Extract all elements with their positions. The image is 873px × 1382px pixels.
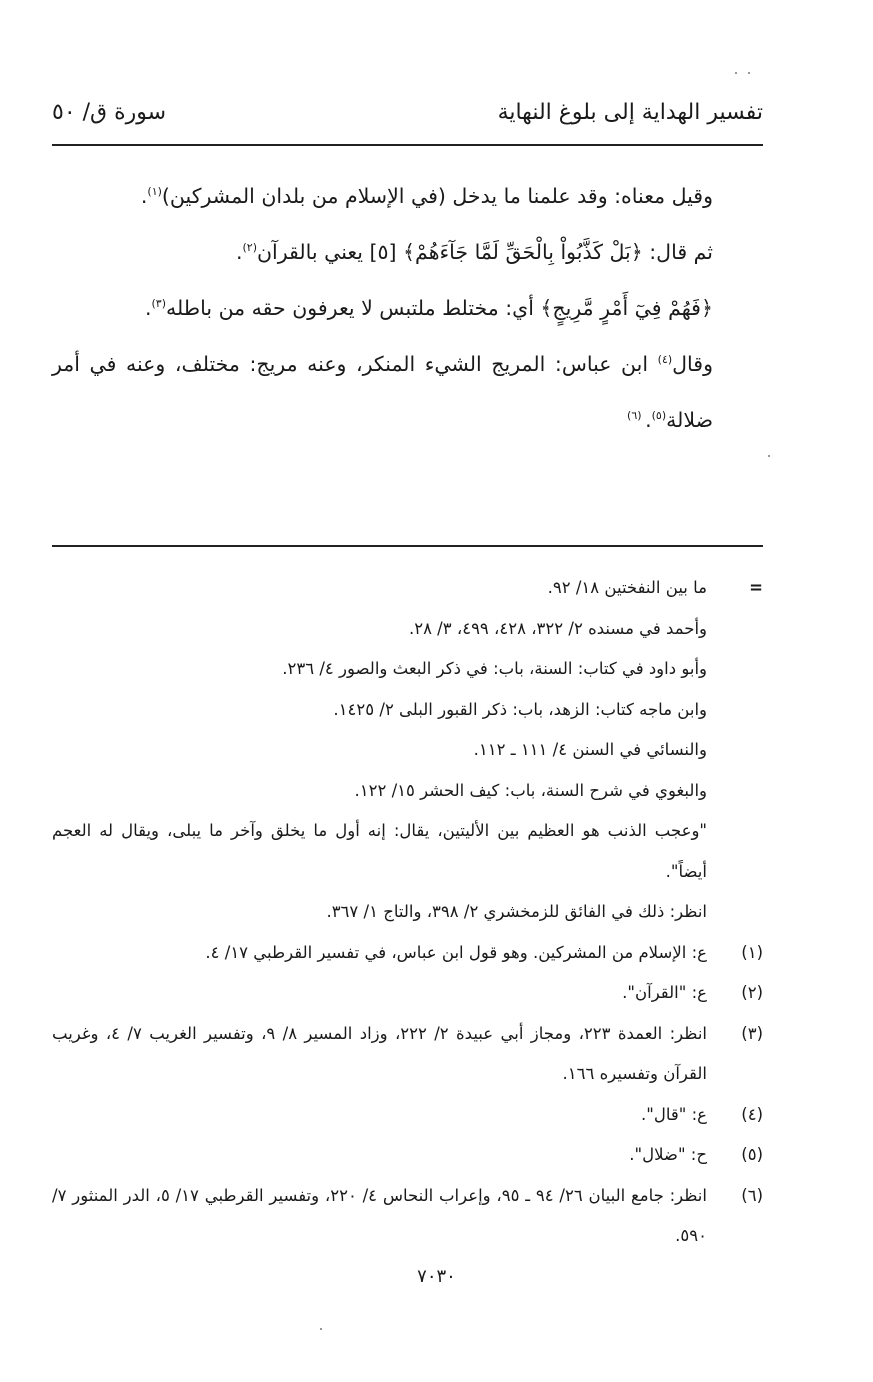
paragraph-text: ثم قال: ﴿بَلْ كَذَّبُواْ بِالْحَقِّ لَمَّا جَآءَهُمْ﴾ [٥] يعني بالقرآن <box>256 240 713 264</box>
footnote-number: (٢) <box>741 983 763 1002</box>
footnote-text: ع: الإسلام من المشركين. وهو قول ابن عباس، في تفسير القرطبي ١٧/ ٤. <box>205 942 707 962</box>
footnote-5 <box>52 1135 763 1176</box>
footnote-ref-3: (٣) <box>151 297 167 311</box>
main-paragraph-2 <box>52 224 763 280</box>
paragraph-end: . <box>140 184 148 208</box>
footnote-text: ع: "قال". <box>641 1104 707 1124</box>
footnote-text: ع: "القرآن". <box>622 983 707 1002</box>
paragraph-end: . <box>235 240 243 264</box>
footnote-3 <box>52 1014 763 1095</box>
scan-speck <box>320 1328 322 1330</box>
footnote-line: ما بين النفختين ١٨/ ٩٢. <box>547 578 707 597</box>
footnote-text: انظر: العمدة ٢٢٣، ومجاز أبي عبيدة ٢/ ٢٢٢، وزاد المسير ٨/ ٩، وتفسير الغريب ٧/ ٤، وغريب القرآن وتفسيره ١٦٦. <box>52 1023 707 1083</box>
footnote-line: انظر: ذلك في الفائق للزمخشري ٢/ ٣٩٨، والتاج ١/ ٣٦٧. <box>326 902 707 921</box>
paragraph-text: ابن عباس: المريج الشيء المنكر، وعنه مريج: مختلف، وعنه في أمر ضلالة <box>52 352 713 432</box>
paragraph-text: وقيل معناه: وقد علمنا ما يدخل (في الإسلام من بلدان المشركين) <box>161 184 713 208</box>
footnote-line: والنسائي في السنن ٤/ ١١١ ـ ١١٢. <box>473 740 707 759</box>
surah-indicator: سورة ق/ ٥٠ <box>52 100 167 125</box>
page-number: ٧٠٣٠ <box>417 1266 456 1287</box>
running-header <box>52 100 763 140</box>
footnote-4 <box>52 1095 763 1136</box>
scan-speck <box>748 72 750 74</box>
paragraph-end: . <box>645 408 652 432</box>
paragraph-text: ﴿فَهُمْ فِيٓ أَمْرٍ مَّرِيجٍ﴾ أي: مختلط ملتبس لا يعرفون حقه من باطله <box>166 296 713 320</box>
footnote-line: وأحمد في مسنده ٢/ ٣٢٢، ٤٢٨، ٤٩٩، ٣/ ٢٨. <box>408 618 707 638</box>
main-text <box>52 168 763 448</box>
footnote-number: (٣) <box>741 1023 763 1043</box>
footnote-line: وابن ماجه كتاب: الزهد، باب: ذكر القبور البلى ٢/ ١٤٢٥. <box>333 699 707 719</box>
continuation-text <box>52 568 707 933</box>
paragraph-end: . <box>144 296 152 320</box>
footnote-line: والبغوي في شرح السنة، باب: كيف الحشر ١٥/ ١٢٢. <box>354 780 707 800</box>
footnotes <box>52 568 763 1257</box>
footnote-separator <box>52 545 763 547</box>
footnote-6 <box>52 1176 763 1257</box>
paragraph-text: وقال <box>672 352 713 376</box>
continuation-marker: = <box>749 578 763 597</box>
book-title: تفسير الهداية إلى بلوغ النهاية <box>497 100 763 125</box>
footnote-2 <box>52 973 763 1014</box>
footnote-number: (٦) <box>741 1185 763 1205</box>
footnote-text: ح: "ضلال". <box>629 1145 707 1164</box>
footnote-number: (١) <box>741 942 763 962</box>
main-paragraph-1 <box>52 168 763 224</box>
footnote-ref-5: (٥) <box>651 409 667 423</box>
footnote-ref-4: (٤) <box>657 353 673 367</box>
footnote-line: وأبو داود في كتاب: السنة، باب: في ذكر البعث والصور ٤/ ٢٣٦. <box>282 659 707 678</box>
main-paragraph-4 <box>52 336 763 448</box>
footnote-number: (٥) <box>741 1145 763 1164</box>
scan-speck <box>735 72 737 74</box>
main-paragraph-3 <box>52 280 763 336</box>
footnote-1 <box>52 933 763 974</box>
footnote-ref-2: (٢) <box>242 241 257 255</box>
footnote-line: "وعجب الذنب هو العظيم بين الأليتين، يقال: إنه أول ما يخلق وآخر ما يبلى، ويقال له العجم أيضاً". <box>52 821 707 881</box>
header-rule <box>52 144 763 146</box>
footnote-ref-6: (٦) <box>627 409 646 423</box>
footnote-continuation <box>52 568 763 933</box>
footnote-number: (٤) <box>741 1104 763 1124</box>
scan-speck <box>768 455 770 457</box>
footnote-ref-1: (١) <box>147 185 162 199</box>
footnote-text: انظر: جامع البيان ٢٦/ ٩٤ ـ ٩٥، وإعراب النحاس ٤/ ٢٢٠، وتفسير القرطبي ١٧/ ٥، الدر المنثور ٧/ ٥٩٠. <box>52 1185 707 1245</box>
